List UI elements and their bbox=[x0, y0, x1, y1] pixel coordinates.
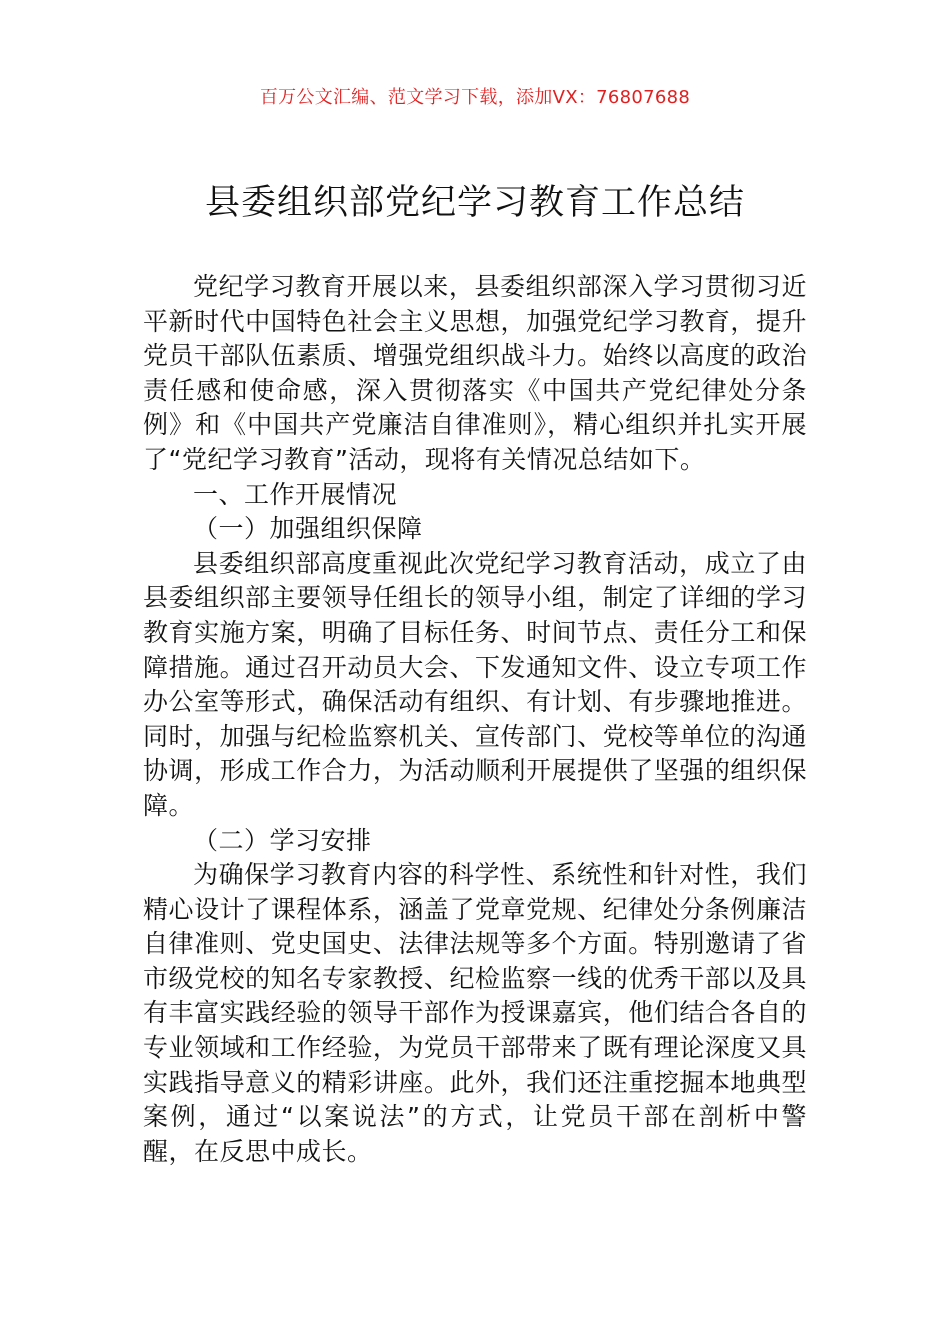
document-body bbox=[143, 270, 807, 1169]
section-heading-work-progress: 一、工作开展情况 bbox=[193, 479, 398, 509]
document-title: 县委组织部党纪学习教育工作总结 bbox=[204, 183, 745, 223]
study-arrangement-paragraph: 为确保学习教育内容的科学性、系统性和针对性，我们精心设计了课程体系，涵盖了党章党规、纪律处分条例廉洁自律准则、党史国史、法律法规等多个方面。特别邀请了省市级党校的知名专家教授、纪检监察一线的优秀干部以及具有丰富实践经验的领导干部作为授课嘉宾，他们结合各自的专业领域和工作经验，为党员干部带来了既有理论深度又具实践指导意义的精彩讲座。此外，我们还注重挖掘本地典型案例，通过“以案说法”的方式，让党员干部在剖析中警醒，在反思中成长。 bbox=[143, 860, 807, 1166]
intro-paragraph: 党纪学习教育开展以来，县委组织部深入学习贯彻习近平新时代中国特色社会主义思想，加强党纪学习教育，提升党员干部队伍素质、增强党组织战斗力。始终以高度的政治责任感和使命感，深入贯彻落实《中国共产党纪律处分条例》和《中国共产党廉洁自律准则》，精心组织并扎实开展了“党纪学习教育”活动，现将有关情况总结如下。 bbox=[143, 272, 807, 474]
subsection-heading-study-arrangement: （二）学习安排 bbox=[193, 825, 372, 855]
organization-paragraph: 县委组织部高度重视此次党纪学习教育活动，成立了由县委组织部主要领导任组长的领导小组，制定了详细的学习教育实施方案，明确了目标任务、时间节点、责任分工和保障措施。通过召开动员大会、下发通知文件、设立专项工作办公室等形式，确保活动有组织、有计划、有步骤地推进。同时，加强与纪检监察机关、宣传部门、党校等单位的沟通协调，形成工作合力，为活动顺利开展提供了坚强的组织保障。 bbox=[143, 548, 807, 820]
watermark-text: 百万公文汇编、范文学习下载，添加VX：76807688 bbox=[259, 87, 691, 108]
subsection-heading-organization: （一）加强组织保障 bbox=[193, 514, 423, 544]
